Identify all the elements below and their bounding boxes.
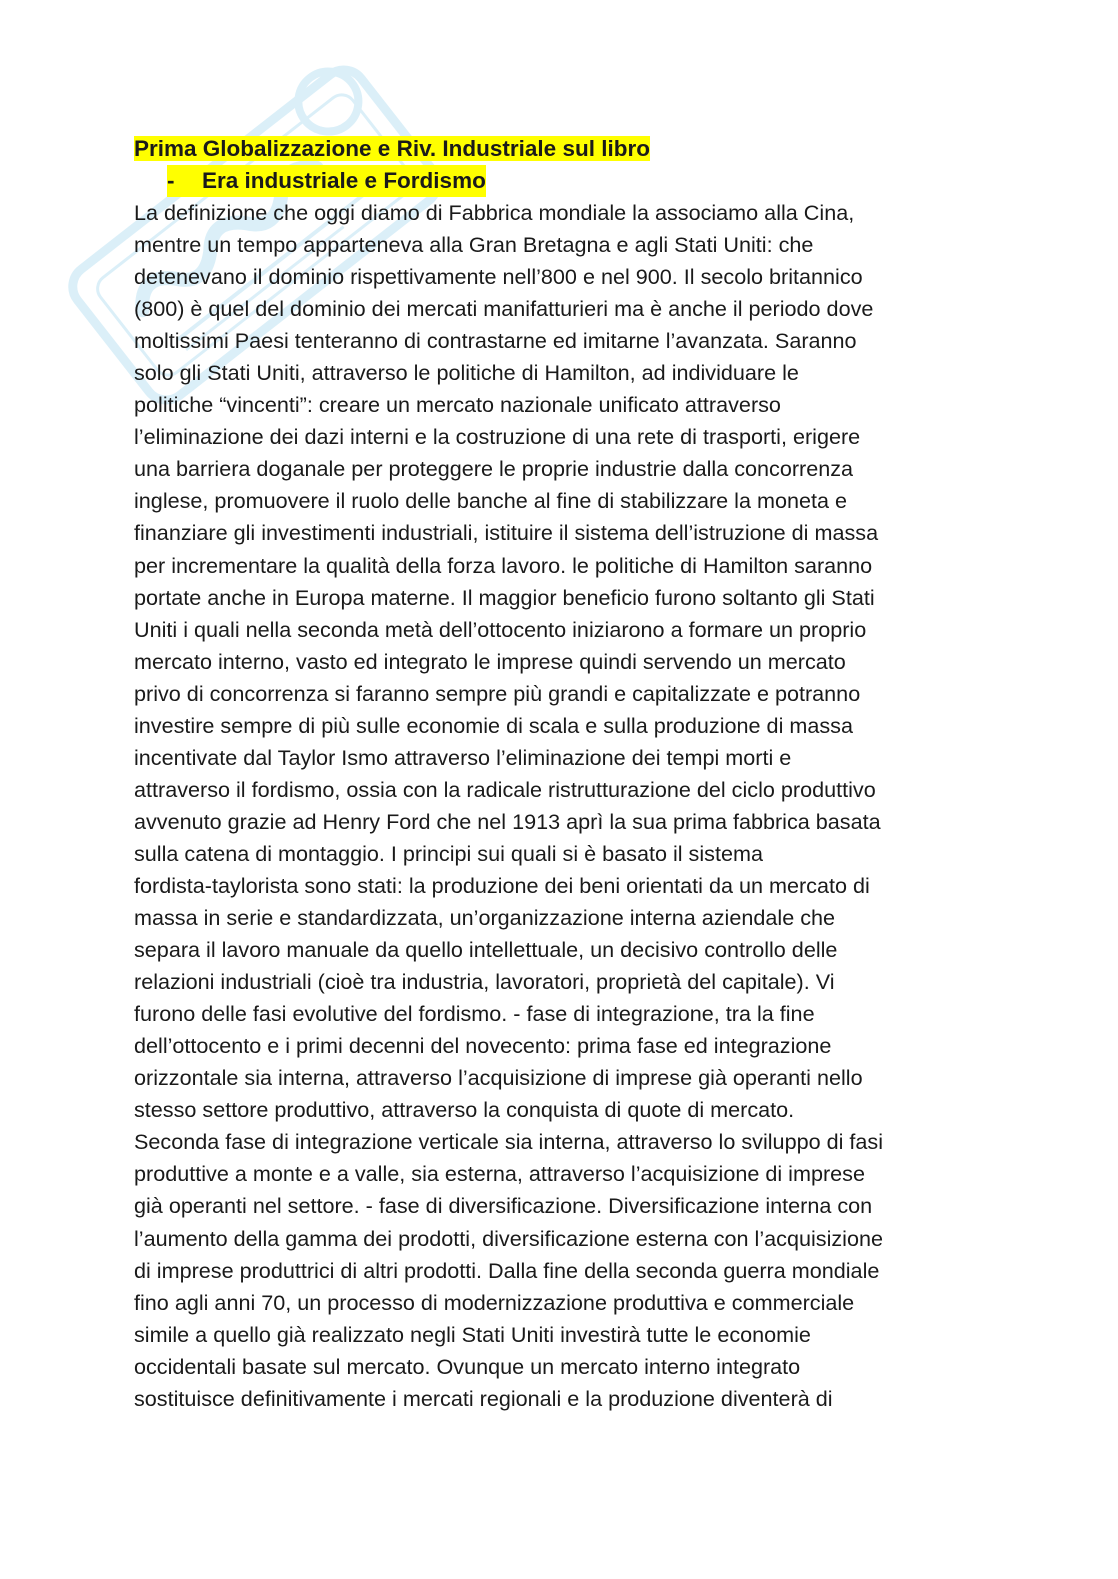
text-line: sostituisce definitivamente i mercati regionali e la produzione diventerà di xyxy=(134,1385,833,1411)
text-line: solo gli Stati Uniti, attraverso le politiche di Hamilton, ad individuare le xyxy=(134,360,799,386)
text-line: l’eliminazione dei dazi interni e la costruzione di una rete di trasporti, erigere xyxy=(134,424,861,450)
section-heading-highlight xyxy=(167,165,486,197)
text-line: orizzontale sia interna, attraverso l’acquisizione di imprese già operanti nello xyxy=(134,1065,863,1091)
text-line: detenevano il dominio rispettivamente nell’800 e nel 900. Il secolo britannico xyxy=(134,264,863,290)
text-line: l’aumento della gamma dei prodotti, diversificazione esterna con l’acquisizione xyxy=(134,1225,883,1251)
text-line: mentre un tempo apparteneva alla Gran Bretagna e agli Stati Uniti: che xyxy=(134,232,814,258)
text-line: simile a quello già realizzato negli Stati Uniti investirà tutte le economie xyxy=(134,1321,811,1347)
text-line: Uniti i quali nella seconda metà dell’ottocento iniziarono a formare un proprio xyxy=(134,616,867,642)
body-paragraph xyxy=(134,197,984,1415)
text-line: moltissimi Paesi tenteranno di contrastarne ed imitarne l’avanzata. Saranno xyxy=(134,328,857,354)
text-line: furono delle fasi evolutive del fordismo. - fase di integrazione, tra la fine xyxy=(134,1001,815,1027)
text-line: attraverso il fordismo, ossia con la radicale ristrutturazione del ciclo produttivo xyxy=(134,776,876,802)
text-line: La definizione che oggi diamo di Fabbrica mondiale la associamo alla Cina, xyxy=(134,200,855,225)
text-line: investire sempre di più sulle economie di scala e sulla produzione di massa xyxy=(134,712,853,738)
bullet-dash: - xyxy=(167,168,175,193)
text-line: di imprese produttrici di altri prodotti. Dalla fine della seconda guerra mondiale xyxy=(134,1257,880,1283)
text-line: relazioni industriali (cioè tra industria, lavoratori, proprietà del capitale). Vi xyxy=(134,969,835,995)
text-line: (800) è quel del dominio dei mercati manifatturieri ma è anche il periodo dove xyxy=(134,296,874,322)
text-line: occidentali basate sul mercato. Ovunque un mercato interno integrato xyxy=(134,1353,801,1379)
text-line: portate anche in Europa materne. Il maggior beneficio furono soltanto gli Stati xyxy=(134,584,875,610)
section-heading-text: Era industriale e Fordismo xyxy=(202,168,486,193)
text-line: già operanti nel settore. - fase di diversificazione. Diversificazione interna con xyxy=(134,1193,873,1219)
text-line: avvenuto grazie ad Henry Ford che nel 1913 aprì la sua prima fabbrica basata xyxy=(134,808,881,834)
text-line: stesso settore produttivo, attraverso la conquista di quote di mercato. xyxy=(134,1097,795,1123)
text-line: separa il lavoro manuale da quello intellettuale, un decisivo controllo delle xyxy=(134,937,838,963)
text-line: incentivate dal Taylor Ismo attraverso l’eliminazione dei tempi morti e xyxy=(134,744,792,770)
text-line: massa in serie e standardizzata, un’organizzazione interna aziendale che xyxy=(134,905,836,931)
text-line: una barriera doganale per proteggere le proprie industrie dalla concorrenza xyxy=(134,456,854,482)
text-line: dell’ottocento e i primi decenni del novecento: prima fase ed integrazione xyxy=(134,1033,832,1059)
document-page xyxy=(134,133,984,1415)
text-line: fino agli anni 70, un processo di modernizzazione produttiva e commerciale xyxy=(134,1289,855,1315)
text-line: finanziare gli investimenti industriali, istituire il sistema dell’istruzione di massa xyxy=(134,520,879,546)
title-highlight: Prima Globalizzazione e Riv. Industriale sul libro xyxy=(134,136,650,161)
text-line: privo di concorrenza si faranno sempre più grandi e capitalizzate e potranno xyxy=(134,680,861,706)
text-line: sulla catena di montaggio. I principi sui quali si è basato il sistema xyxy=(134,840,763,866)
text-line: per incrementare la qualità della forza lavoro. le politiche di Hamilton saranno xyxy=(134,552,873,578)
text-line: mercato interno, vasto ed integrato le imprese quindi servendo un mercato xyxy=(134,648,846,674)
text-line: inglese, promuovere il ruolo delle banche al fine di stabilizzare la moneta e xyxy=(134,488,848,514)
section-heading xyxy=(134,165,984,197)
text-line: politiche “vincenti”: creare un mercato nazionale unificato attraverso xyxy=(134,392,781,418)
text-line: produttive a monte e a valle, sia esterna, attraverso l’acquisizione di imprese xyxy=(134,1161,865,1187)
document-title xyxy=(134,133,984,165)
text-line: fordista-taylorista sono stati: la produzione dei beni orientati da un mercato di xyxy=(134,872,870,898)
text-line: Seconda fase di integrazione verticale sia interna, attraverso lo sviluppo di fasi xyxy=(134,1129,884,1155)
